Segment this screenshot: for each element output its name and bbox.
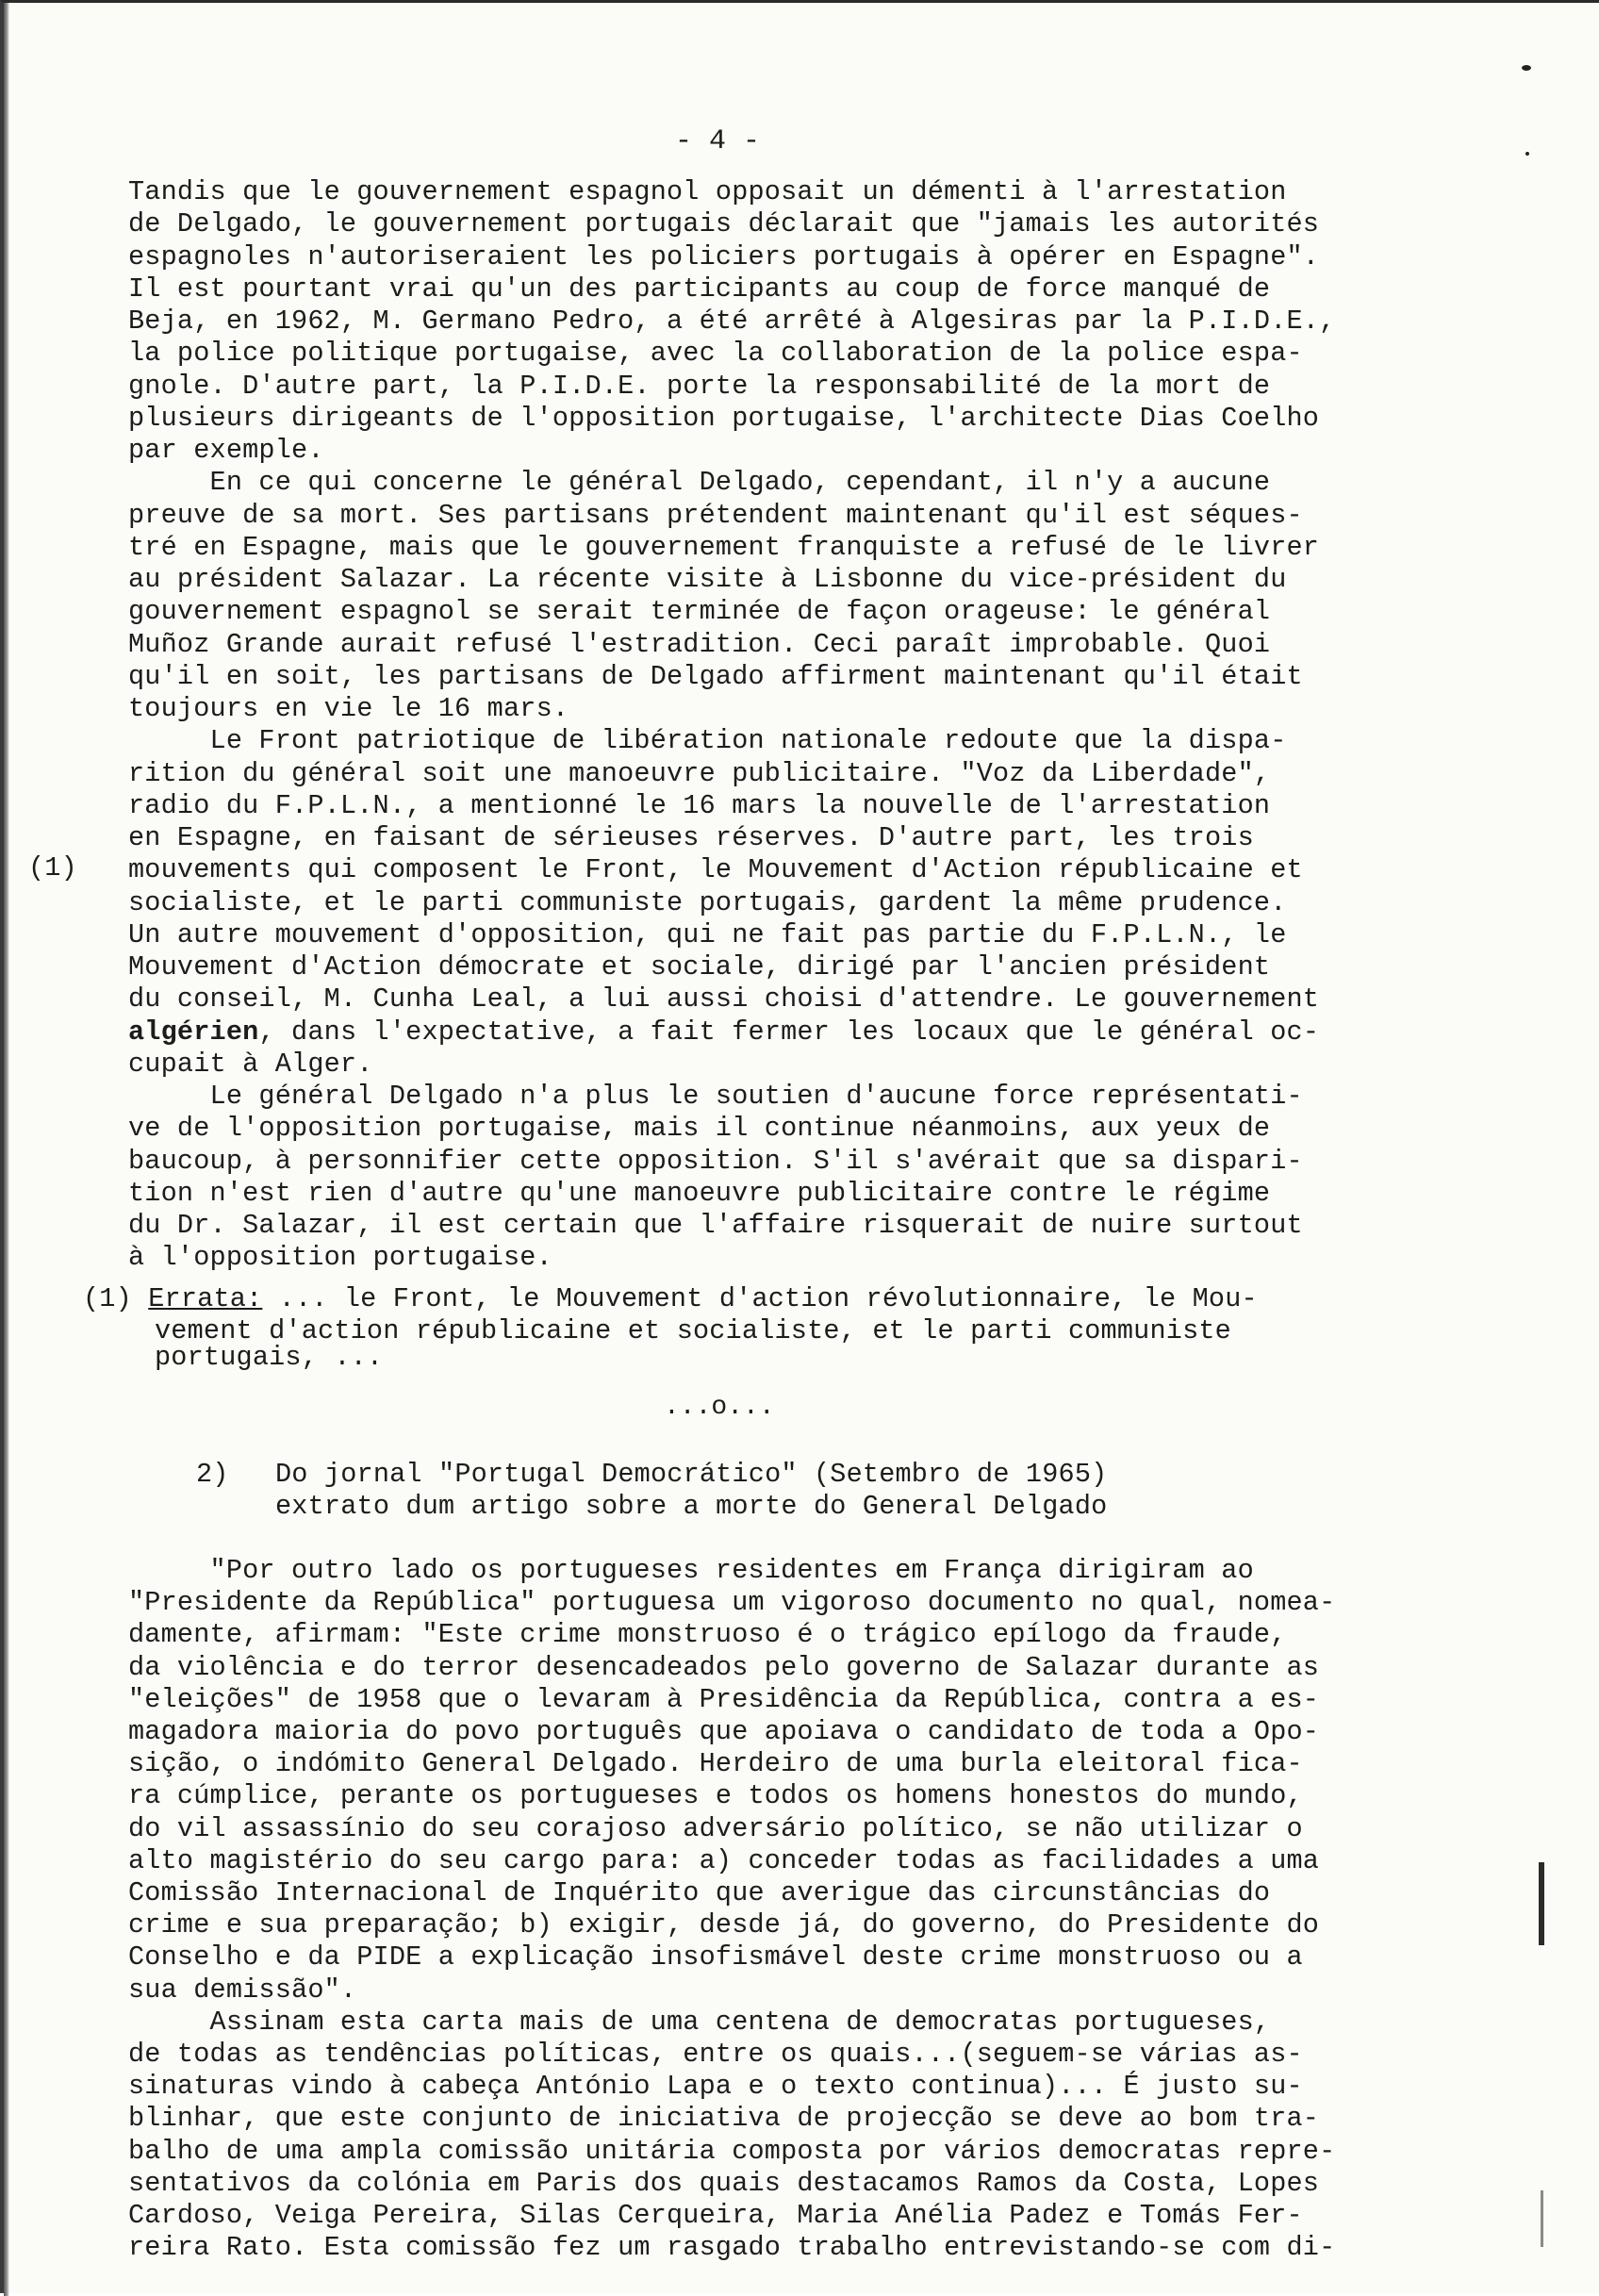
body-line: Tandis que le gouvernement espagnol opposait un démenti à l'arrestation [128,176,1287,207]
body-line: baucoup, à personnifier cette opposition. S'il s'avérait que sa dispari- [128,1145,1303,1177]
body-line: Il est pourtant vrai qu'un des participants au coup de force manqué de [128,273,1271,305]
section-number: 2) [196,1459,229,1490]
body-line: Un autre mouvement d'opposition, qui ne fait pas partie du F.P.L.N., le [128,918,1287,950]
body-line: sinaturas vindo à cabeça António Lapa e o texto continua)... É justo su- [128,2071,1303,2103]
body-line: de Delgado, le gouvernement portugais déclarait que "jamais les autorités [128,208,1320,240]
body-line: da violência e do terror desencadeados pelo governo de Salazar durante as [128,1651,1320,1683]
body-line: espagnoles n'autoriseraient les policiers portugais à opérer en Espagne". [128,240,1320,273]
heading-line-1: Do jornal "Portugal Democrático" (Setembro de 1965) [275,1459,1108,1490]
body-line: Assinam esta carta mais de uma centena de democratas portugueses, [128,2006,1271,2038]
body-line: tion n'est rien d'autre qu'une manoeuvre publicitaire contre le régime [128,1177,1271,1209]
body-line: Beja, en 1962, M. Germano Pedro, a été arrêté à Algesiras par la P.I.D.E., [128,306,1336,337]
body-line: socialiste, et le parti communiste portugais, gardent la même prudence. [128,886,1287,918]
body-line: Le général Delgado n'a plus le soutien d'aucune force représentati- [128,1081,1303,1112]
body-line: mouvements qui composent le Front, le Mouvement d'Action républicaine et [128,854,1303,886]
footnote-marker: (1) [83,1283,132,1314]
section-separator: ...o... [664,1393,775,1422]
body-line: sição, o indómito General Delgado. Herdeiro de uma burla eleitoral fica- [128,1748,1303,1780]
scan-mark [1539,1862,1544,1945]
body-line: reira Rato. Esta comissão fez um rasgado trabalho entrevistando-se com di- [128,2232,1336,2264]
scan-speck [1522,65,1531,71]
body-line: En ce qui concerne le général Delgado, cependant, il n'y a aucune [128,467,1271,499]
body-line: gnole. D'autre part, la P.I.D.E. porte la responsabilité de la mort de [128,370,1271,402]
body-line: du conseil, M. Cunha Leal, a lui aussi choisi d'attendre. Le gouvernement [128,983,1320,1016]
body-line: do vil assassínio do seu corajoso adversário político, se não utilizar o [128,1812,1303,1844]
body-line: magadora maioria do povo português que apoiava o candidato de toda a Opo- [128,1716,1320,1747]
body-line: Le Front patriotique de libération nationale redoute que la dispa- [128,725,1287,757]
scan-speck [1525,152,1529,156]
body-line: "Presidente da República" portuguesa um vigoroso documento no qual, nomea- [128,1587,1336,1619]
body-line: "Por outro lado os portugueses residentes em França dirigiram ao [128,1555,1254,1586]
body-line: Comissão Internacional de Inquérito que averigue das circunstâncias do [128,1877,1271,1908]
body-line: la police politique portugaise, avec la collaboration de la police espa- [128,338,1303,370]
footnote-line-1 [83,1283,1258,1315]
heading-line-2: extrato dum artigo sobre a morte do General Delgado [275,1491,1108,1522]
body-line: tré en Espagne, mais que le gouvernement franquiste a refusé de le livrer [128,531,1320,563]
body-line: Mouvement d'Action démocrate et sociale, dirigé par l'ancien président [128,951,1271,983]
body-line: radio du F.P.L.N., a mentionné le 16 mars la nouvelle de l'arrestation [128,789,1271,821]
body-line: Conselho e da PIDE a explicação insofismável deste crime monstruoso ou a [128,1941,1303,1974]
margin-footnote-marker: (1) [28,852,77,884]
scan-binding-edge [4,3,9,2296]
page-number: - 4 - [675,125,761,157]
footnote-line-2: vement d'action républicaine et socialiste, et le parti communiste [155,1315,1231,1346]
body-line: "eleições" de 1958 que o levaram à Presidência da República, contra a es- [128,1683,1320,1715]
body-line: de todas as tendências políticas, entre os quais...(seguem-se várias as- [128,2039,1303,2070]
body-line: rition du général soit une manoeuvre publicitaire. "Voz da Liberdade", [128,757,1271,789]
body-line: sua demissão". [128,1974,357,2006]
footnote-text-1: ... le Front, le Mouvement d'action révolutionnaire, le Mou- [262,1283,1258,1314]
body-line: crime e sua preparação; b) exigir, desde já, do governo, do Presidente do [128,1909,1320,1941]
body-line: du Dr. Salazar, il est certain que l'affaire risquerait de nuire surtout [128,1210,1303,1241]
body-line: au président Salazar. La récente visite à Lisbonne du vice-président du [128,564,1287,595]
body-line: qu'il en soit, les partisans de Delgado affirment maintenant qu'il était [128,660,1303,692]
body-line: sentativos da colónia em Paris dos quais destacamos Ramos da Costa, Lopes [128,2167,1320,2199]
body-line: en Espagne, en faisant de sérieuses réserves. D'autre part, les trois [128,822,1254,853]
body-line: à l'opposition portugaise. [128,1242,552,1274]
body-line: Cardoso, Veiga Pereira, Silas Cerqueira, Maria Anélia Padez e Tomás Fer- [128,2200,1303,2231]
body-line: plusieurs dirigeants de l'opposition portugaise, l'architecte Dias Coelho [128,402,1320,434]
body-line: blinhar, que este conjunto de iniciativa de projecção se deve ao bom tra- [128,2103,1320,2135]
body-line: gouvernement espagnol se serait terminée de façon orageuse: le général [128,596,1271,628]
body-line: damente, afirmam: "Este crime monstruoso é o trágico epílogo da fraude, [128,1619,1287,1651]
body-line: balho de uma ampla comissão unitária composta por vários democratas repre- [128,2135,1336,2167]
footnote-line-3: portugais, ... [155,1342,384,1373]
errata-label: Errata: [148,1283,263,1314]
body-line: alto magistério do seu cargo para: a) conceder todas as facilidades a uma [128,1844,1320,1876]
body-line: cupait à Alger. [128,1048,373,1080]
body-line: preuve de sa mort. Ses partisans prétendent maintenant qu'il est séques- [128,499,1303,531]
body-line: Muñoz Grande aurait refusé l'estradition. Ceci paraît improbable. Quoi [128,628,1271,660]
body-line [128,1016,1319,1049]
scan-mark [1541,2190,1543,2247]
line-rest: , dans l'expectative, a fait fermer les locaux que le général oc- [258,1016,1320,1048]
body-line: toujours en vie le 16 mars. [128,693,569,724]
body-line: par exemple. [128,435,324,466]
body-line: ra cúmplice, perante os portugueses e todos os homens honestos do mundo, [128,1780,1303,1812]
bold-word: algérien [128,1016,259,1048]
body-line: ve de l'opposition portugaise, mais il continue néanmoins, aux yeux de [128,1113,1271,1145]
